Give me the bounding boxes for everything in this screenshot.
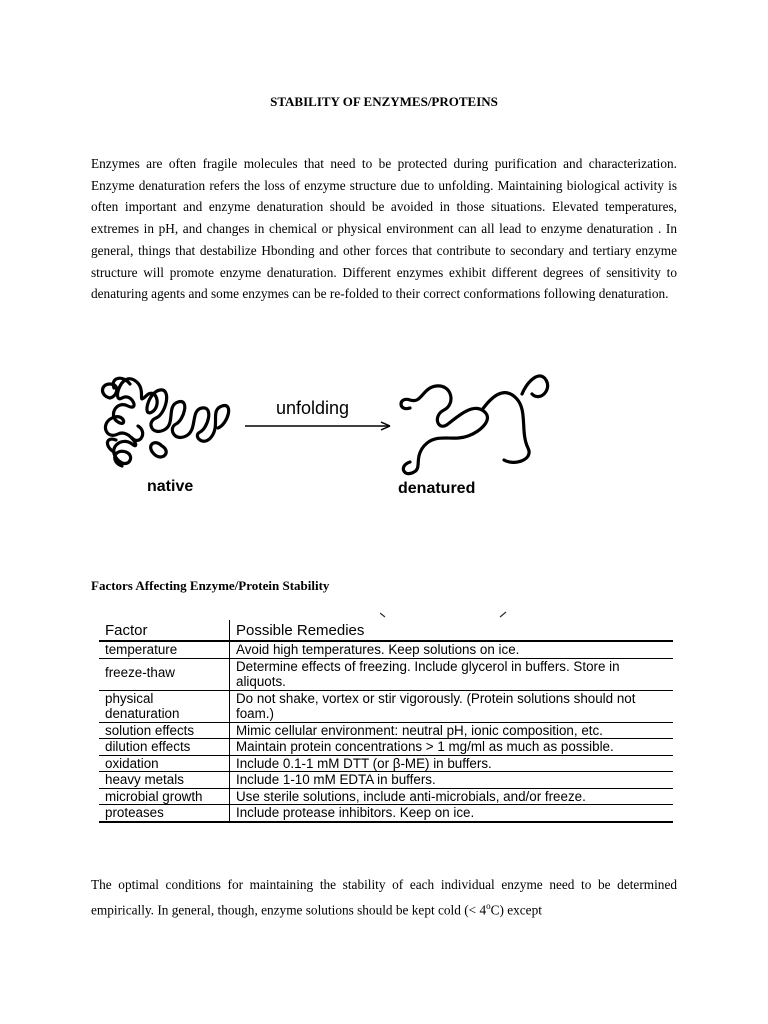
remedy-cell: Use sterile solutions, include anti-microbials, and/or freeze. bbox=[230, 788, 674, 805]
column-header-factor: Factor bbox=[99, 620, 230, 641]
remedy-cell: Include 0.1-1 mM DTT (or β-ME) in buffers. bbox=[230, 755, 674, 772]
table-row bbox=[99, 772, 673, 789]
table-row bbox=[99, 805, 673, 822]
native-label: native bbox=[147, 478, 194, 495]
unfolding-label: unfolding bbox=[276, 398, 350, 418]
factors-table bbox=[99, 620, 673, 823]
factor-cell: heavy metals bbox=[99, 772, 230, 789]
table-row bbox=[99, 658, 673, 690]
remedy-cell: Include protease inhibitors. Keep on ice. bbox=[230, 805, 674, 822]
factor-cell: solution effects bbox=[99, 722, 230, 739]
denatured-label: denatured bbox=[398, 480, 476, 497]
remedy-cell: Mimic cellular environment: neutral pH, ionic composition, etc. bbox=[230, 722, 674, 739]
closing-text-end: C) except bbox=[490, 902, 542, 918]
closing-text-start: The optimal conditions for maintaining the stability of each individual enzyme need to be determined empirically. In general, though, enzyme solutions should be kept cold (< 4 bbox=[91, 877, 677, 918]
intro-paragraph: Enzymes are often fragile molecules that need to be protected during purification and characterization. Enzyme denaturation refers the loss of enzyme structure due to unfolding. Maintaining biological activity is often important and enzyme denaturation should be avoided in those situations. Elevated temperatures, extremes in pH, and changes in chemical or physical environment can all lead to enzyme denaturation . In general, things that destabilize Hbonding and other forces that contribute to secondary and tertiary enzyme structure will promote enzyme denaturation. Different enzymes exhibit different degrees of sensitivity to denaturing agents and some enzymes can be re-folded to their correct conformations following denaturation. bbox=[91, 156, 677, 302]
table-header-row bbox=[99, 620, 673, 641]
factor-cell: temperature bbox=[99, 641, 230, 658]
denatured-protein-drawing bbox=[401, 376, 548, 474]
native-protein-drawing bbox=[103, 378, 229, 466]
table-row bbox=[99, 739, 673, 756]
factor-cell: physical denaturation bbox=[99, 690, 230, 722]
column-header-remedies: Possible Remedies bbox=[230, 620, 674, 641]
section-heading: Factors Affecting Enzyme/Protein Stability bbox=[91, 578, 330, 593]
factor-cell: freeze-thaw bbox=[99, 658, 230, 690]
factor-cell: dilution effects bbox=[99, 739, 230, 756]
factor-cell: proteases bbox=[99, 805, 230, 822]
table-row bbox=[99, 641, 673, 658]
page-title: STABILITY OF ENZYMES/PROTEINS bbox=[270, 94, 498, 109]
remedy-cell: Avoid high temperatures. Keep solutions on ice. bbox=[230, 641, 674, 658]
table-row bbox=[99, 788, 673, 805]
closing-paragraph bbox=[91, 874, 677, 921]
remedy-cell: Do not shake, vortex or stir vigorously. (Protein solutions should not foam.) bbox=[230, 690, 674, 722]
degree-superscript: o bbox=[486, 900, 491, 911]
table-row bbox=[99, 722, 673, 739]
unfolding-arrow bbox=[245, 422, 390, 430]
remedy-cell: Determine effects of freezing. Include glycerol in buffers. Store in aliquots. bbox=[230, 658, 674, 690]
table-row bbox=[99, 690, 673, 722]
remedy-cell: Maintain protein concentrations > 1 mg/ml as much as possible. bbox=[230, 739, 674, 756]
table-row bbox=[99, 755, 673, 772]
unfolding-figure bbox=[92, 362, 562, 512]
remedy-cell: Include 1-10 mM EDTA in buffers. bbox=[230, 772, 674, 789]
factor-cell: microbial growth bbox=[99, 788, 230, 805]
factor-cell: oxidation bbox=[99, 755, 230, 772]
scan-artifact-marks bbox=[380, 611, 520, 619]
